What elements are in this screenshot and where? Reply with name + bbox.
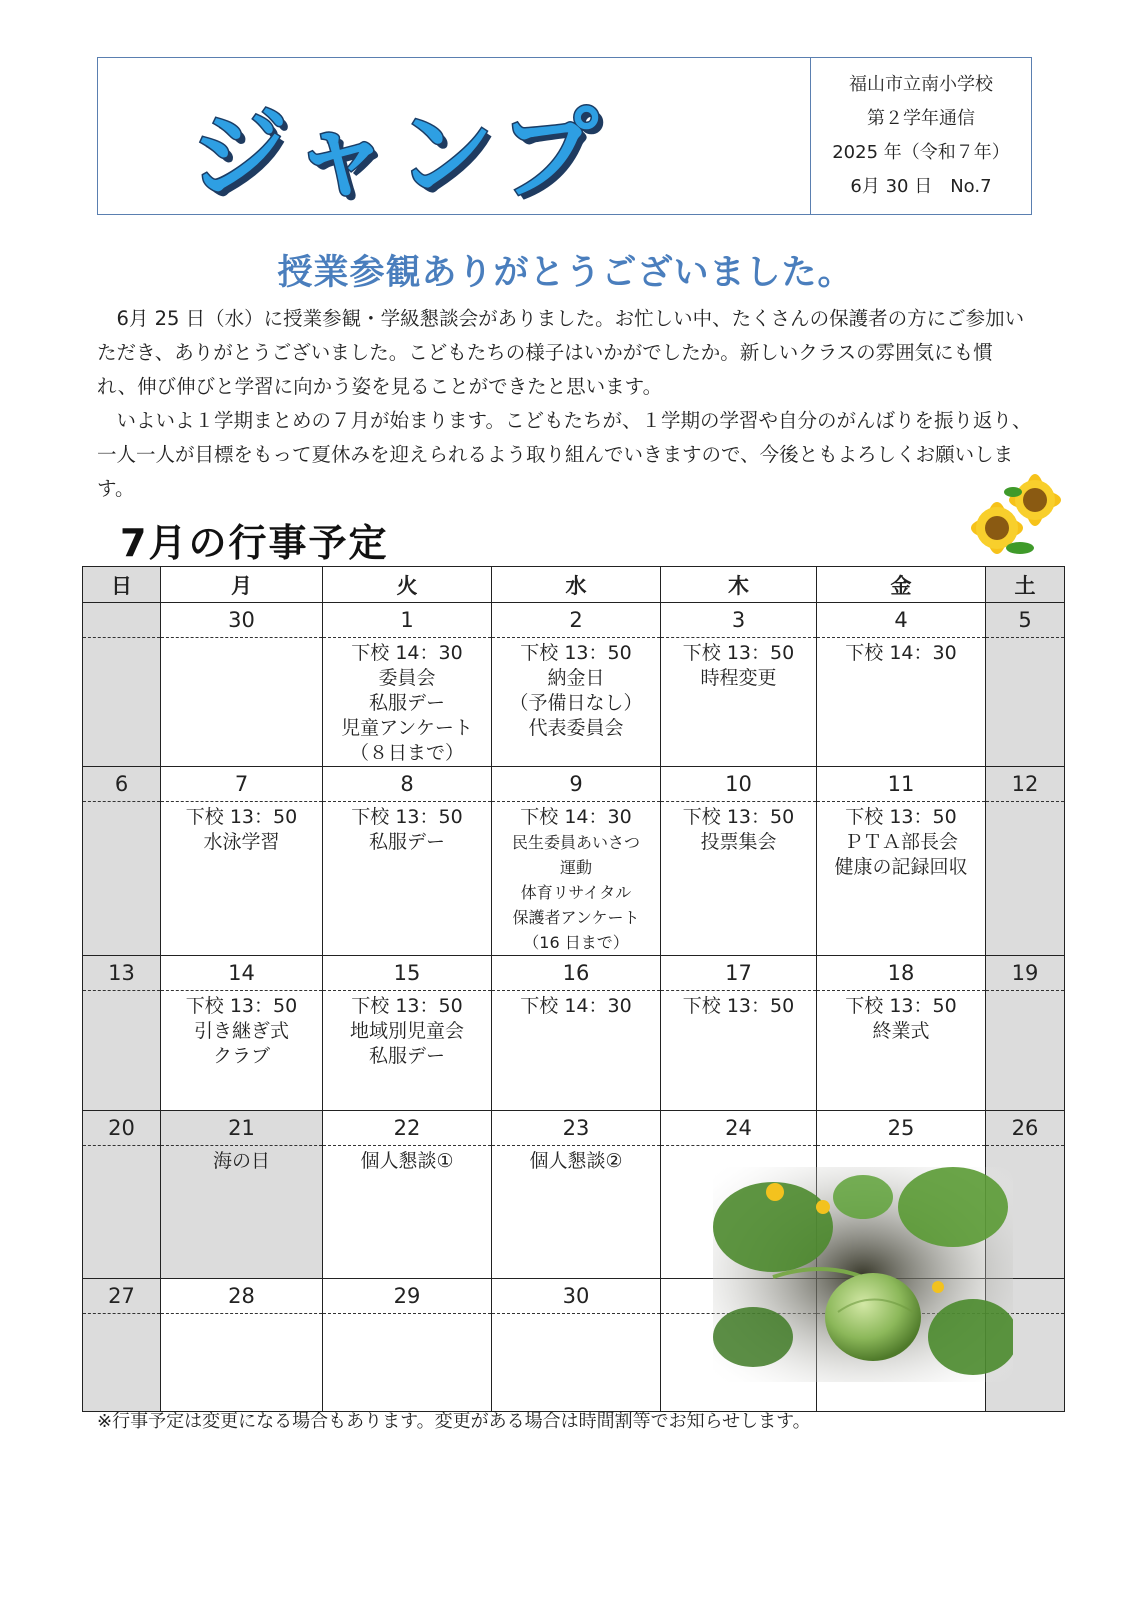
calendar-event: 代表委員会 <box>528 717 624 739</box>
calendar-event: 健康の記録回収 <box>834 856 968 878</box>
calendar-events-cell <box>817 638 986 767</box>
calendar-events-cell <box>492 802 661 956</box>
issue-date-number: 6月 30 日 No.7 <box>850 176 992 197</box>
weekday-header-row <box>83 567 1065 603</box>
calendar-event: 下校 13：50 <box>682 806 795 828</box>
calendar-date: 18 <box>817 956 986 991</box>
calendar-event: 私服デー <box>368 831 445 853</box>
calendar-date: 21 <box>161 1111 323 1146</box>
weekday-sat: 土 <box>986 567 1065 603</box>
calendar-date: 30 <box>492 1279 661 1314</box>
calendar-events-cell <box>492 638 661 767</box>
calendar-date: 16 <box>492 956 661 991</box>
newsletter-info <box>811 58 1031 214</box>
calendar-events-cell <box>161 1314 323 1412</box>
calendar-events-cell <box>323 1314 492 1412</box>
calendar-event: 下校 13：50 <box>845 995 957 1017</box>
calendar-events-row <box>83 991 1065 1111</box>
calendar-event: 下校 13：50 <box>185 995 298 1017</box>
calendar-events-cell <box>492 991 661 1111</box>
calendar-events-cell <box>83 802 161 956</box>
calendar-events-cell <box>83 638 161 767</box>
calendar-event: 下校 13：50 <box>351 806 463 828</box>
weekday-fri: 金 <box>817 567 986 603</box>
calendar-date: 3 <box>661 603 817 638</box>
issue-year: 2025 年（令和７年） <box>832 142 1010 163</box>
calendar-events-cell <box>817 802 986 956</box>
calendar-events-cell <box>161 638 323 767</box>
paragraph-2: いよいよ１学期まとめの７月が始まります。こどもたちが、１学期の学習や自分のがんばりを振り返り、一人一人が目標をもって夏休みを迎えられるよう取り組んでいきますので、今後ともよろしくお願いします。 <box>97 409 1032 500</box>
calendar-event: 終業式 <box>872 1020 930 1042</box>
calendar-date: 4 <box>817 603 986 638</box>
calendar-events-cell <box>323 991 492 1111</box>
calendar-date: 1 <box>323 603 492 638</box>
calendar-date: 7 <box>161 767 323 802</box>
sunflower-1 <box>1009 474 1061 526</box>
calendar-event: 体育リサイタル <box>520 883 632 902</box>
weekday-tue: 火 <box>323 567 492 603</box>
calendar-event: 児童アンケート <box>341 717 473 739</box>
calendar-event: 引き継ぎ式 <box>193 1020 289 1042</box>
calendar-date: 12 <box>986 767 1065 802</box>
calendar-date: 13 <box>83 956 161 991</box>
calendar-date: 25 <box>817 1111 986 1146</box>
calendar-events-cell <box>661 991 817 1111</box>
weekday-thu: 木 <box>661 567 817 603</box>
calendar-date: 9 <box>492 767 661 802</box>
calendar-event: （８日まで） <box>349 742 464 764</box>
calendar-events-cell <box>161 991 323 1111</box>
calendar-events-cell <box>323 1146 492 1279</box>
calendar-events-cell <box>161 1146 323 1279</box>
calendar-event: クラブ <box>212 1045 270 1067</box>
calendar-date <box>83 603 161 638</box>
calendar-event: 私服デー <box>368 1045 445 1067</box>
calendar-event: 投票集会 <box>700 831 777 853</box>
section-title: 7月の行事予定 <box>120 521 389 565</box>
calendar-events-cell <box>83 991 161 1111</box>
calendar-date: 17 <box>661 956 817 991</box>
calendar-date: 6 <box>83 767 161 802</box>
calendar-event: 水泳学習 <box>203 831 280 853</box>
calendar-date: 11 <box>817 767 986 802</box>
calendar-date: 26 <box>986 1111 1065 1146</box>
calendar-event: 保護者アンケート <box>512 908 640 927</box>
calendar-date: 14 <box>161 956 323 991</box>
calendar-events-cell <box>492 1146 661 1279</box>
calendar-event: 委員会 <box>378 667 436 689</box>
calendar-date: 19 <box>986 956 1065 991</box>
calendar-date: 2 <box>492 603 661 638</box>
calendar-events-cell <box>323 638 492 767</box>
calendar-date: 10 <box>661 767 817 802</box>
calendar-events-cell <box>661 638 817 767</box>
calendar-event: 下校 14：30 <box>845 642 957 664</box>
calendar-event: 海の日 <box>212 1150 270 1172</box>
calendar-event: 下校 13：50 <box>185 806 298 828</box>
calendar-date: 8 <box>323 767 492 802</box>
calendar-events-row <box>83 802 1065 956</box>
newsletter-logo: ジャンプ <box>190 98 605 212</box>
calendar-event: 運動 <box>559 858 592 877</box>
calendar-date: 20 <box>83 1111 161 1146</box>
weekday-wed: 水 <box>492 567 661 603</box>
calendar-event: ＰＴＡ部長会 <box>843 831 958 853</box>
weekday-sun: 日 <box>83 567 161 603</box>
newsletter-header <box>97 57 1032 215</box>
melon-plant-photo <box>713 1167 1013 1382</box>
calendar-events-cell <box>986 638 1065 767</box>
calendar-date: 28 <box>161 1279 323 1314</box>
calendar-events-cell <box>83 1146 161 1279</box>
calendar-event: 納金日 <box>547 667 605 689</box>
calendar-date: 29 <box>323 1279 492 1314</box>
newsletter-name: 第２学年通信 <box>867 108 975 129</box>
calendar-date-row <box>83 1111 1065 1146</box>
weekday-mon: 月 <box>161 567 323 603</box>
calendar-date: 24 <box>661 1111 817 1146</box>
school-name: 福山市立南小学校 <box>849 74 993 95</box>
schedule-note: ※行事予定は変更になる場合もあります。変更がある場合は時間割等でお知らせします。 <box>97 1411 811 1432</box>
calendar-event: 下校 14：30 <box>520 995 632 1017</box>
calendar-event: 下校 13：50 <box>682 995 795 1017</box>
calendar-date-row <box>83 767 1065 802</box>
sunflower-illustration <box>965 470 1065 560</box>
calendar-date: 22 <box>323 1111 492 1146</box>
calendar-event: （予備日なし） <box>509 692 643 714</box>
calendar-date: 15 <box>323 956 492 991</box>
calendar-event: 下校 13：50 <box>520 642 632 664</box>
calendar-event: 下校 13：50 <box>351 995 463 1017</box>
calendar-event: 民生委員あいさつ <box>511 833 640 852</box>
calendar-date-row <box>83 956 1065 991</box>
calendar-events-cell <box>986 991 1065 1111</box>
calendar-event: 下校 14：30 <box>351 642 463 664</box>
calendar-events-cell <box>492 1314 661 1412</box>
calendar-event: 時程変更 <box>700 667 777 689</box>
calendar-event: 地域別児童会 <box>349 1020 464 1042</box>
calendar-date-row <box>83 603 1065 638</box>
paragraph-1: 6月 25 日（水）に授業参観・学級懇談会がありました。お忙しい中、たくさんの保護者の方にご参加いただき、ありがとうございました。こどもたちの様子はいかがでしたか。新しいクラスの雰囲気にも慣れ、伸び伸びと学習に向かう姿を見ることができたと思います。 <box>97 307 1025 398</box>
calendar-events-cell <box>986 802 1065 956</box>
calendar-event: 下校 13：50 <box>682 642 795 664</box>
calendar-events-cell <box>161 802 323 956</box>
body-text <box>97 302 1032 506</box>
calendar-date: 30 <box>161 603 323 638</box>
calendar-events-cell <box>661 802 817 956</box>
calendar-event: 下校 13：50 <box>845 806 957 828</box>
headline: 授業参観ありがとうございました。 <box>277 253 854 293</box>
calendar-event: 個人懇談① <box>360 1150 454 1172</box>
logo-area <box>98 58 811 214</box>
calendar-date: 5 <box>986 603 1065 638</box>
calendar-date: 27 <box>83 1279 161 1314</box>
calendar-events-cell <box>83 1314 161 1412</box>
calendar-event: （16 日まで） <box>523 933 629 952</box>
calendar-date: 23 <box>492 1111 661 1146</box>
calendar-events-cell <box>817 991 986 1111</box>
calendar-event: 下校 14：30 <box>520 806 632 828</box>
calendar-event: 私服デー <box>368 692 445 714</box>
calendar-events-cell <box>323 802 492 956</box>
calendar-events-row <box>83 638 1065 767</box>
calendar-event: 個人懇談② <box>529 1150 623 1172</box>
